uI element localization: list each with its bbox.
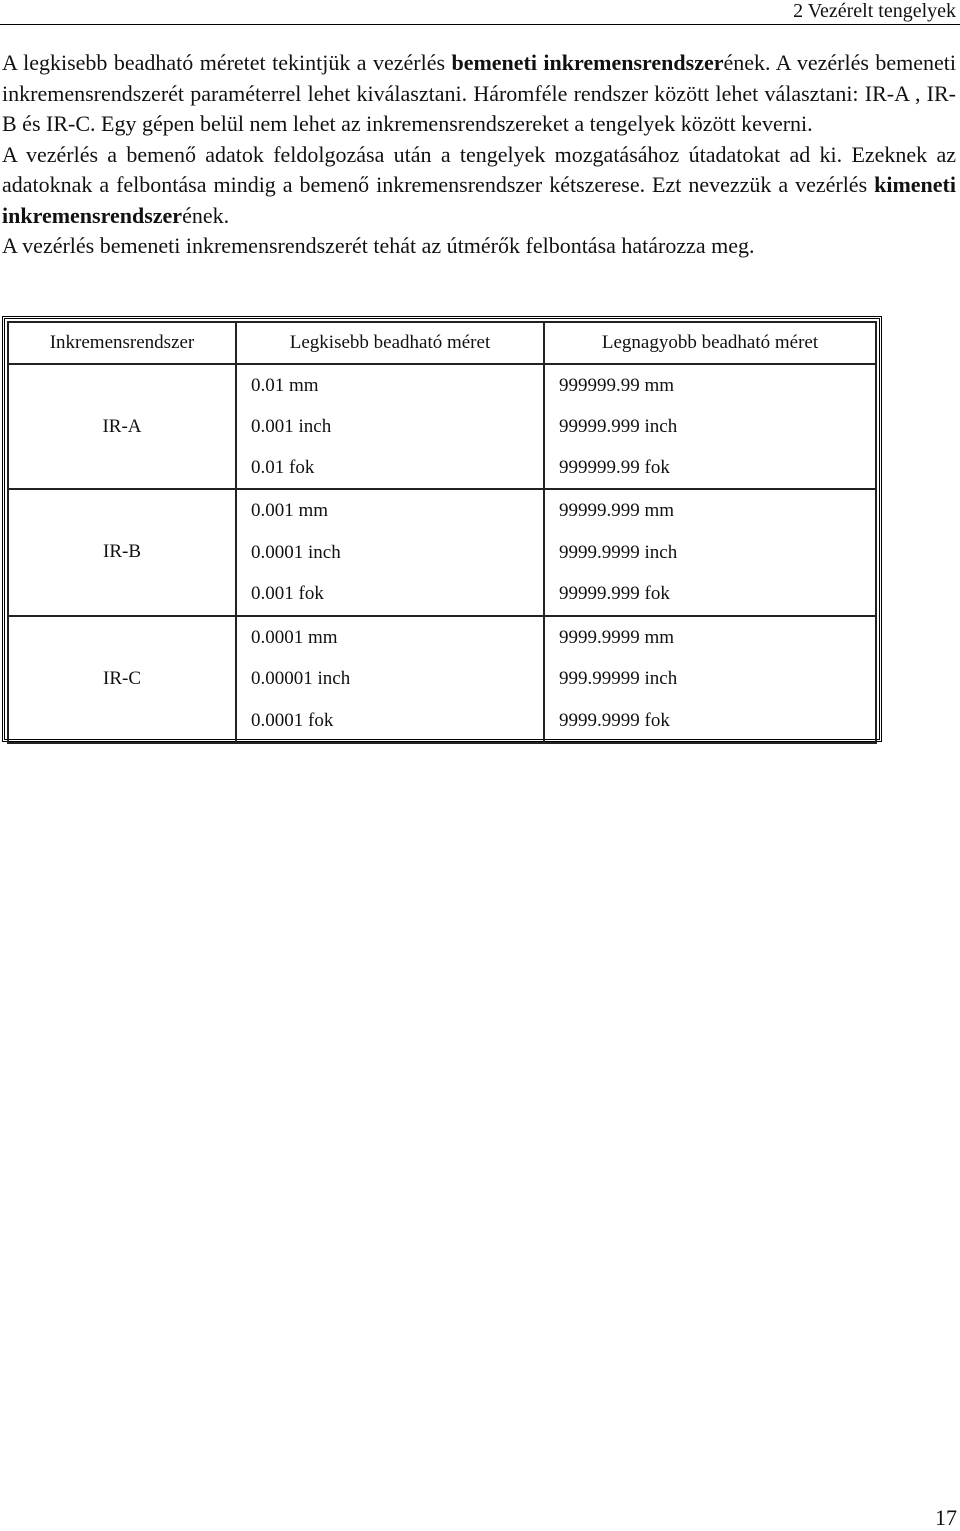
min-values-cell <box>236 616 544 743</box>
table-header-row <box>8 322 876 364</box>
min-values-cell <box>236 489 544 616</box>
table-row <box>8 616 876 743</box>
min-values-cell <box>236 364 544 489</box>
page-header <box>0 0 960 25</box>
max-value: 9999.9999 fok <box>559 709 670 731</box>
paragraph-2-part-c: ének. <box>182 202 230 228</box>
min-value: 0.0001 inch <box>251 541 341 563</box>
paragraph-1-part-c: ének. A vezérlés bemeneti inkremensrendszerét paraméterrel lehet kiválasztani. Háromféle rendszer között lehet választani: IR-A , IR-B és IR-C. Egy gépen belül nem lehet az inkremensrendszereket a tengelyek között keverni. <box>2 50 956 136</box>
min-value: 0.01 fok <box>251 457 315 478</box>
max-value: 9999.9999 mm <box>559 626 675 648</box>
paragraph-2-part-a: A vezérlés a bemenő adatok feldolgozása után a tengelyek mozgatásához útadatokat ad ki. Ezeknek az adatoknak a felbontása mindig a bemenő inkremensrendszer kétszerese. Ezt nevezzük a vezérlés <box>2 141 956 197</box>
paragraph-1 <box>2 48 956 140</box>
bold-term-output-increment: kimeneti inkremensrendszer <box>2 172 956 228</box>
max-values-cell <box>544 616 876 743</box>
max-value: 99999.999 inch <box>559 416 678 437</box>
increment-table-frame <box>2 316 882 742</box>
min-value: 0.001 fok <box>251 583 324 605</box>
max-value: 9999.9999 inch <box>559 541 678 563</box>
max-value: 99999.999 mm <box>559 500 675 521</box>
min-value: 0.001 mm <box>251 500 329 521</box>
max-value: 99999.999 fok <box>559 583 670 605</box>
paragraph-3: A vezérlés bemeneti inkremensrendszerét tehát az útmérők felbontása határozza meg. <box>2 233 755 258</box>
system-cell: IR-A <box>8 364 236 489</box>
body-text <box>2 48 956 262</box>
paragraph-1-part-a: A legkisebb beadható méretet tekintjük a vezérlés <box>2 50 452 75</box>
min-value: 0.0001 mm <box>251 626 338 648</box>
max-value: 999999.99 mm <box>559 375 675 396</box>
column-header-min: Legkisebb beadható méret <box>236 322 544 364</box>
bold-term-input-increment: bemeneti inkremensrendszer <box>451 50 724 75</box>
system-cell: IR-C <box>8 616 236 743</box>
increment-table <box>7 321 877 744</box>
max-values-cell <box>544 364 876 489</box>
system-cell: IR-B <box>8 489 236 616</box>
min-value: 0.00001 inch <box>251 668 351 690</box>
page-number: 17 <box>935 1505 957 1530</box>
min-value: 0.0001 fok <box>251 709 334 731</box>
min-value: 0.001 inch <box>251 416 332 437</box>
max-values-cell <box>544 489 876 616</box>
chapter-title: 2 Vezérelt tengelyek <box>793 0 956 22</box>
max-value: 999999.99 fok <box>559 457 670 478</box>
column-header-system: Inkremensrendszer <box>8 322 236 364</box>
max-value: 999.99999 inch <box>559 668 678 690</box>
table-row <box>8 489 876 616</box>
column-header-max: Legnagyobb beadható méret <box>544 322 876 364</box>
table-row <box>8 364 876 489</box>
paragraph-2 <box>2 140 956 232</box>
min-value: 0.01 mm <box>251 375 319 396</box>
